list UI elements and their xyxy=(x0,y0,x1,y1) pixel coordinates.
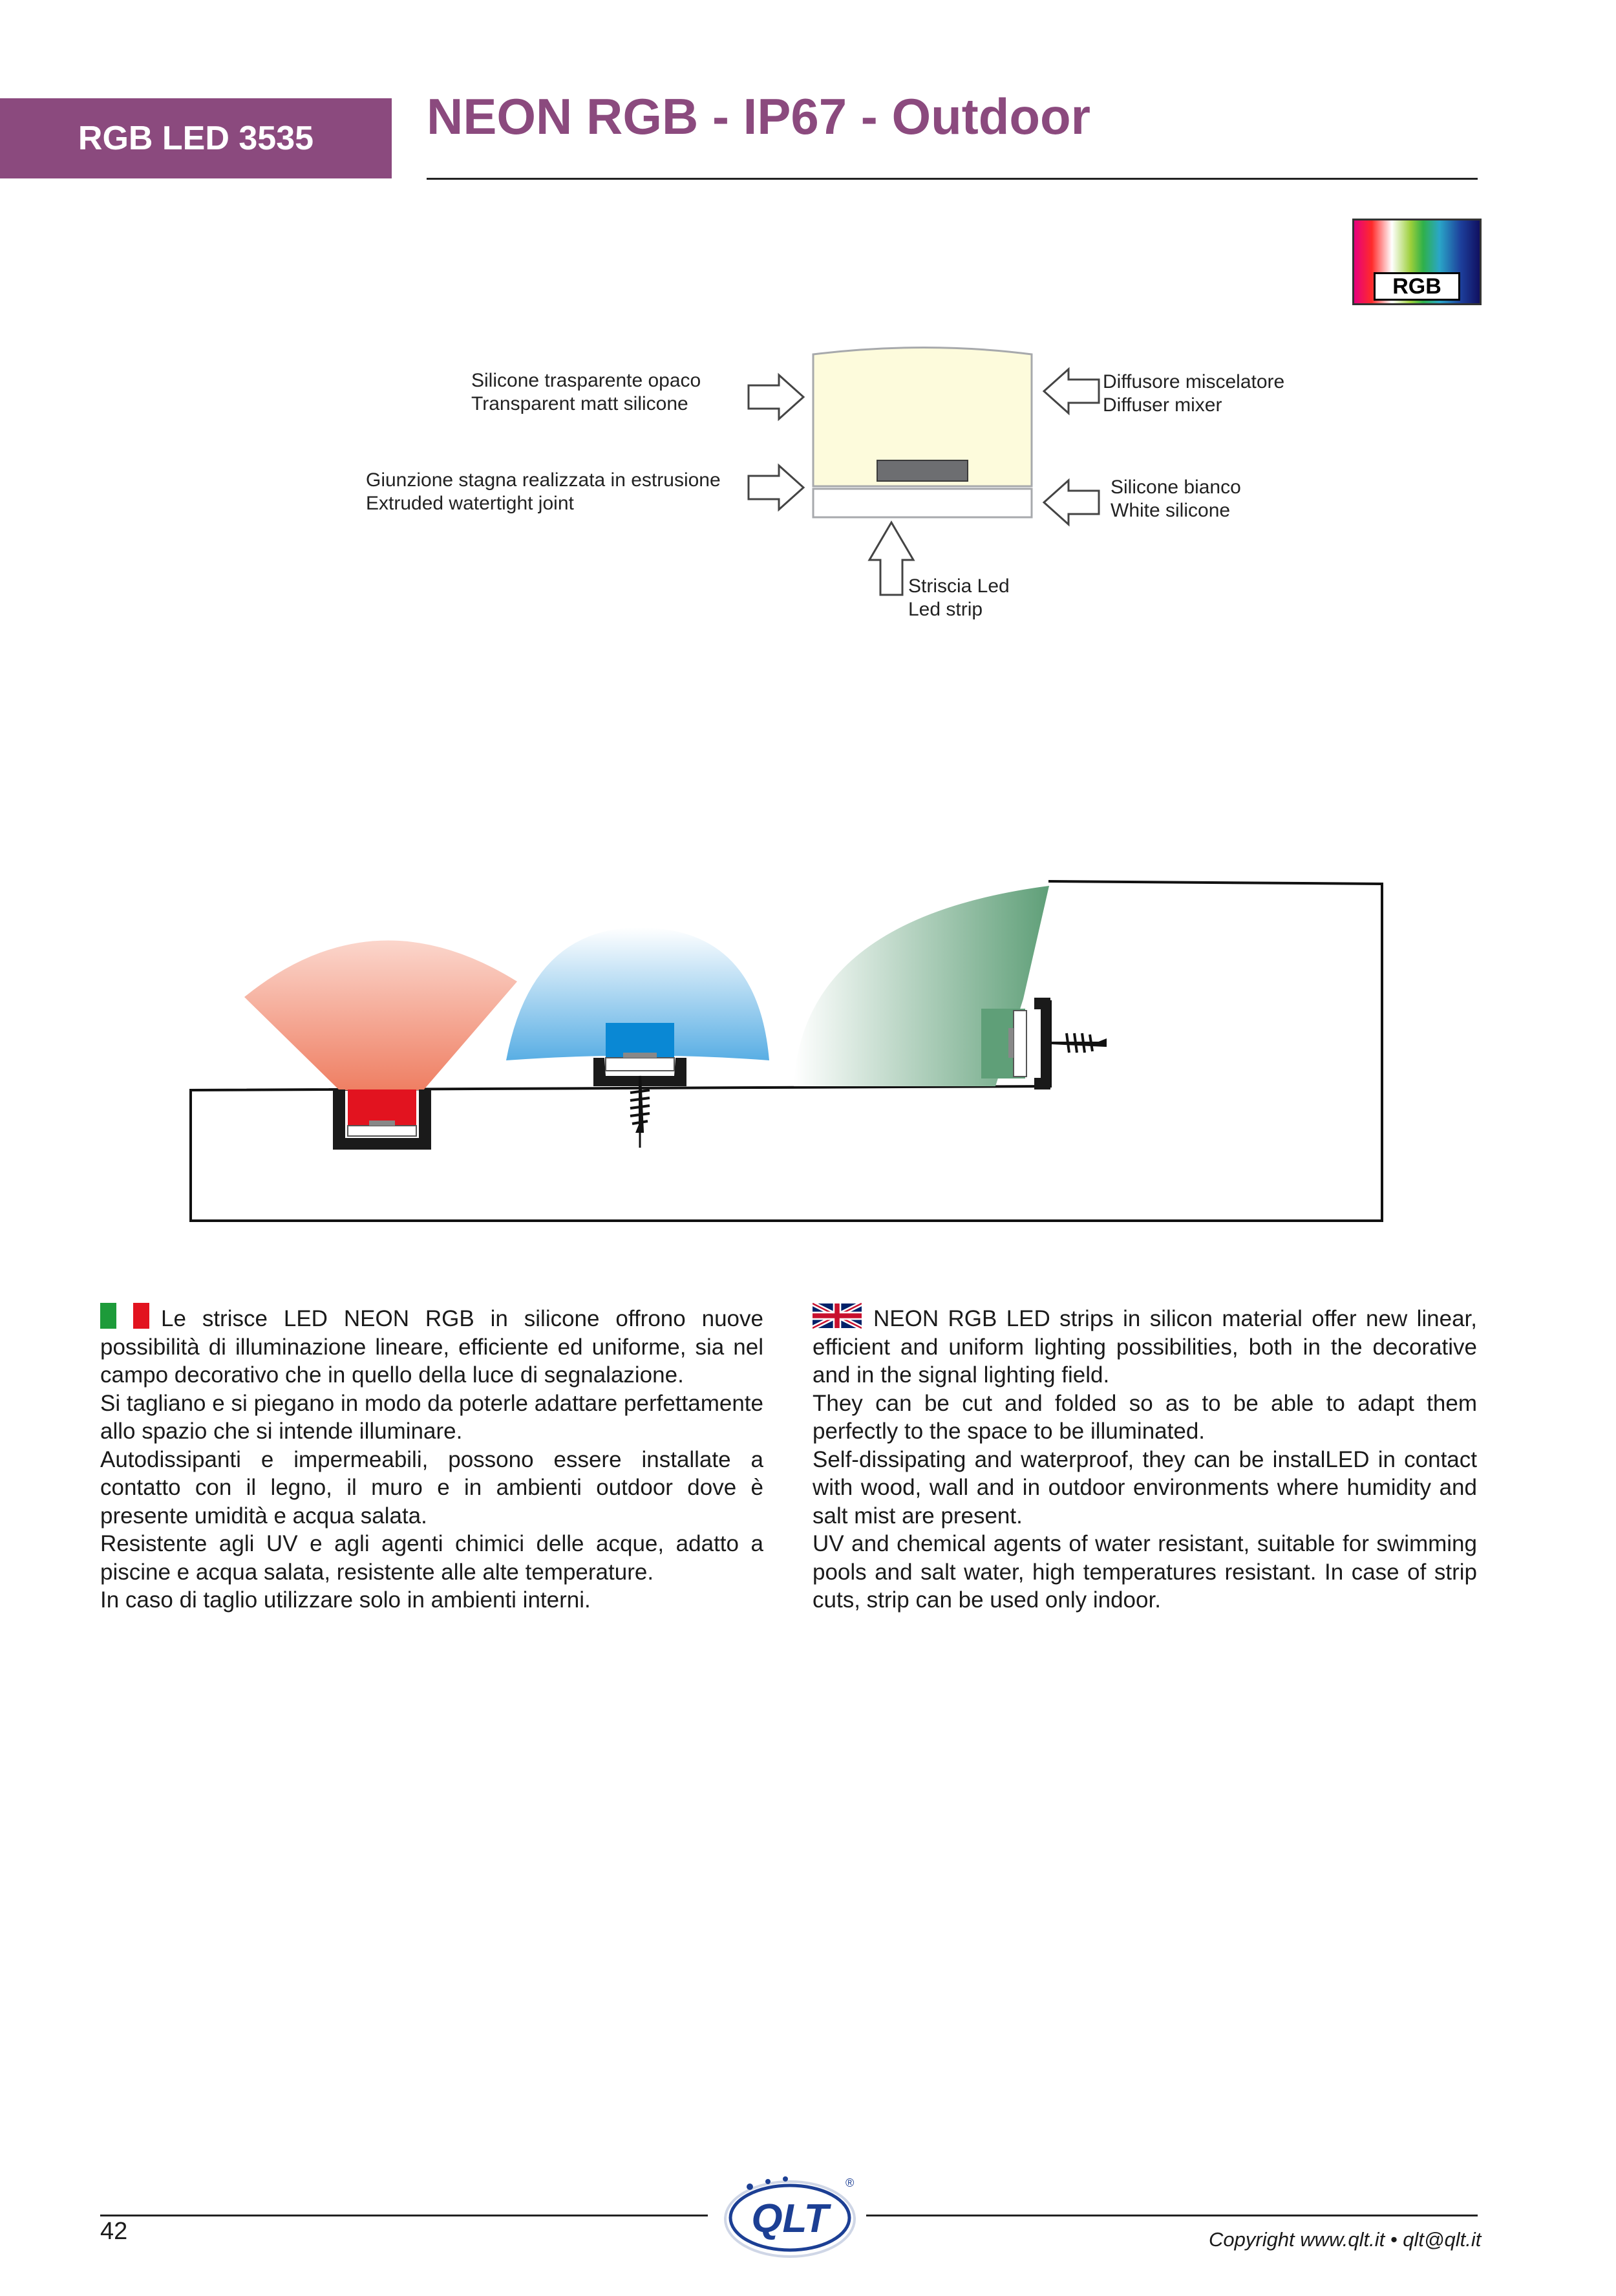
english-paragraph-3: Self-dissipating and waterproof, they can be instalLED in contact with wood, wall and in outdoor environments where humidity and salt mist are present. xyxy=(813,1446,1477,1529)
green-led-chip xyxy=(1008,1028,1014,1058)
installation-illustration xyxy=(0,866,1616,1228)
green-led-base xyxy=(1014,1011,1026,1077)
label-diffuser xyxy=(1103,370,1284,417)
header-divider xyxy=(427,178,1478,180)
label-transparent-silicone xyxy=(471,369,701,416)
logo-registered: ® xyxy=(845,2176,855,2189)
footer-divider-left xyxy=(100,2215,708,2216)
italian-flag-icon xyxy=(100,1303,149,1329)
red-led xyxy=(348,1089,416,1126)
label-line-en: Led strip xyxy=(908,599,983,620)
italian-text-1: Le strisce LED NEON RGB in silicone offrono nuove possibilità di illuminazione lineare, efficiente ed uniforme, sia nel campo decorativo che in quello della luce di segnalazione. xyxy=(100,1306,763,1388)
led-chip xyxy=(877,460,968,481)
logo-text: QLT xyxy=(751,2196,829,2241)
english-paragraph-2: They can be cut and folded so as to be able to adapt them perfectly to the space to be illuminated. xyxy=(813,1390,1477,1444)
white-silicone-base xyxy=(813,489,1032,517)
blue-led xyxy=(606,1023,674,1058)
copyright-text: Copyright www.qlt.it • qlt@qlt.it xyxy=(1209,2228,1482,2251)
label-line-it: Giunzione stagna realizzata in estrusione xyxy=(366,469,721,491)
english-description xyxy=(813,1303,1477,1615)
arrow-transparent-silicone xyxy=(749,375,803,419)
label-led-strip xyxy=(908,575,1010,621)
qlt-logo xyxy=(718,2173,866,2263)
label-line-en: Diffuser mixer xyxy=(1103,394,1222,416)
label-line-it: Diffusore miscelatore xyxy=(1103,371,1285,392)
arrow-led-strip xyxy=(869,522,913,595)
italian-paragraph-5: In caso di taglio utilizzare solo in ambienti interni. xyxy=(100,1587,591,1613)
english-text-1: NEON RGB LED strips in silicon material offer new linear, efficient and uniform lighting possibilities, both in the decorative and in the signal lighting field. xyxy=(813,1306,1477,1388)
uk-flag-icon xyxy=(813,1303,862,1329)
label-line-it: Silicone trasparente opaco xyxy=(471,370,701,391)
page-number: 42 xyxy=(100,2218,128,2245)
label-joint xyxy=(366,469,721,515)
footer-divider-right xyxy=(866,2215,1478,2216)
italian-description xyxy=(100,1303,763,1615)
label-line-it: Silicone bianco xyxy=(1111,477,1241,498)
english-paragraph-1 xyxy=(813,1303,1477,1389)
category-tab: RGB LED 3535 xyxy=(0,98,392,178)
green-profile xyxy=(1034,998,1050,1089)
label-line-en: Extruded watertight joint xyxy=(366,493,574,514)
rgb-badge-label: RGB xyxy=(1374,272,1460,301)
italian-paragraph-3: Autodissipanti e impermeabili, possono essere installate a contatto con il legno, il muro e in ambienti outdoor dove è presente umidità e acqua salata. xyxy=(100,1446,763,1529)
english-paragraph-4: UV and chemical agents of water resistant, suitable for swimming pools and salt water, high temperatures resistant. In case of strip cuts, strip can be used only indoor. xyxy=(813,1531,1477,1613)
rgb-badge xyxy=(1352,219,1482,305)
red-led-base xyxy=(348,1126,416,1136)
italian-paragraph-2: Si tagliano e si piegano in modo da poterle adattare perfettamente allo spazio che si intende illuminare. xyxy=(100,1390,763,1444)
label-line-en: Transparent matt silicone xyxy=(471,393,688,414)
arrow-diffuser xyxy=(1044,369,1099,413)
blue-led-base xyxy=(606,1058,674,1071)
italian-paragraph-4: Resistente agli UV e agli agenti chimici delle acque, adatto a piscine e acqua salata, resistente alle alte temperature. xyxy=(100,1531,763,1585)
italian-paragraph-1 xyxy=(100,1303,763,1389)
cross-section-diagram xyxy=(0,336,1616,634)
blue-led-chip xyxy=(623,1053,657,1058)
label-line-en: White silicone xyxy=(1111,500,1231,521)
arrow-white-silicone xyxy=(1044,480,1099,524)
red-led-chip xyxy=(369,1121,395,1126)
red-light-cone xyxy=(244,941,517,1090)
label-line-it: Striscia Led xyxy=(908,575,1010,597)
label-white-silicone xyxy=(1111,476,1241,522)
arrow-joint xyxy=(749,466,803,510)
page-title: NEON RGB - IP67 - Outdoor xyxy=(427,88,1091,145)
